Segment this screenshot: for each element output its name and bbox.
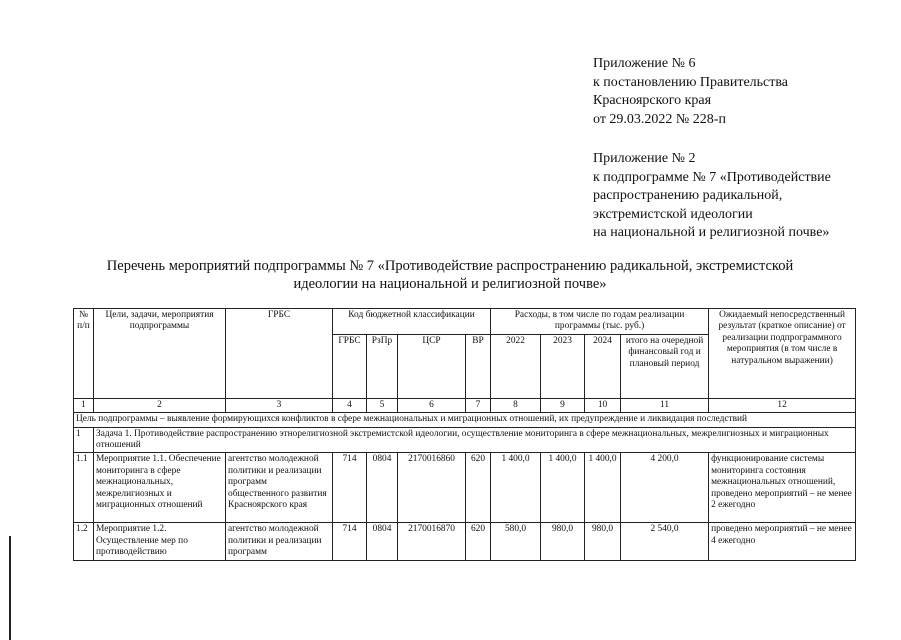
- col-header-2024: 2024: [585, 334, 621, 398]
- row-measure: Мероприятие 1.2. Осуществление мер по противодействию: [94, 523, 226, 560]
- column-number: 10: [585, 398, 621, 412]
- title-line: идеологии на национальной и религиозной почве»: [293, 276, 607, 292]
- table-row: [74, 523, 856, 560]
- appendix-line: распространению радикальной,: [593, 188, 783, 203]
- row-measure: Мероприятие 1.1. Обеспечение мониторинга в сфере межнациональных, межрелигиозных и миграционных отношений: [94, 453, 226, 523]
- appendix-line: к постановлению Правительства: [593, 74, 789, 90]
- goal-text: Цель подпрограммы – выявление формирующихся конфликтов в сфере межнациональных и миграционных отношений, их предупреждение и ликвидация последствий: [74, 413, 856, 427]
- measures-table: [73, 308, 856, 561]
- col-header-vr: ВР: [466, 334, 491, 398]
- col-header-result: Ожидаемый непосредственный результат (краткое описание) от реализации подпрограммного мероприятия (в том числе в натуральном выражении): [709, 309, 856, 399]
- appendix-line: от 29.03.2022 № 228-п: [593, 111, 726, 127]
- appendix-line: Приложение № 6: [593, 56, 696, 71]
- row-grbs-name: агентство молодежной политики и реализации программ: [226, 523, 333, 560]
- row-2022: 1 400,0: [491, 453, 541, 523]
- row-csr: 2170016870: [398, 523, 466, 560]
- row-total: 4 200,0: [621, 453, 709, 523]
- task-num: 1: [74, 427, 94, 453]
- row-grbs-code: 714: [333, 523, 367, 560]
- appendix-line: на национальной и религиозной почве»: [593, 225, 830, 240]
- col-header-budget-code: Код бюджетной классификации: [333, 309, 491, 335]
- column-numbers-row: [74, 398, 856, 412]
- appendix-line: Красноярского края: [593, 93, 712, 108]
- task-row: [74, 427, 856, 453]
- column-number: 6: [398, 398, 466, 412]
- column-number: 5: [367, 398, 398, 412]
- col-header-grbs: ГРБС: [226, 309, 333, 399]
- row-vr: 620: [466, 453, 491, 523]
- row-rzpr: 0804: [367, 523, 398, 560]
- column-number: 7: [466, 398, 491, 412]
- column-number: 4: [333, 398, 367, 412]
- row-grbs-code: 714: [333, 453, 367, 523]
- row-2022: 580,0: [491, 523, 541, 560]
- scan-edge-mark: [9, 536, 11, 640]
- document-title: [60, 257, 840, 293]
- appendix-line: экстремистской идеологии: [593, 206, 753, 222]
- row-total: 2 540,0: [621, 523, 709, 560]
- column-number: 3: [226, 398, 333, 412]
- col-header-2022: 2022: [491, 334, 541, 398]
- row-rzpr: 0804: [367, 453, 398, 523]
- row-vr: 620: [466, 523, 491, 560]
- col-header-expenses: Расходы, в том числе по годам реализации программы (тыс. руб.): [491, 309, 709, 335]
- column-number: 12: [709, 398, 856, 412]
- task-text: Задача 1. Противодействие распространению этнорелигиозной экстремистской идеологии, осуществление мониторинга в сфере межнациональных, межрелигиозных и миграционных отношений: [94, 427, 856, 453]
- row-result: проведено мероприятий – не менее 4 ежегодно: [709, 523, 856, 560]
- column-number: 8: [491, 398, 541, 412]
- appendix-header: [593, 55, 831, 243]
- appendix-line: Приложение № 2: [593, 151, 696, 166]
- row-2023: 1 400,0: [541, 453, 585, 523]
- col-header-grbs-code: ГРБС: [333, 334, 367, 398]
- row-2023: 980,0: [541, 523, 585, 560]
- col-header-2023: 2023: [541, 334, 585, 398]
- goal-row: [74, 413, 856, 427]
- appendix-line: к подпрограмме № 7 «Противодействие: [593, 169, 831, 185]
- row-2024: 980,0: [585, 523, 621, 560]
- col-header-goals: Цели, задачи, мероприятия подпрограммы: [94, 309, 226, 399]
- row-csr: 2170016860: [398, 453, 466, 523]
- row-num: 1.2: [74, 523, 94, 560]
- column-number: 1: [74, 398, 94, 412]
- column-number: 2: [94, 398, 226, 412]
- table-row: [74, 453, 856, 523]
- row-num: 1.1: [74, 453, 94, 523]
- row-result: функционирование системы мониторинга состояния межнациональных отношений, проведено мероприятий – не менее 2 ежегодно: [709, 453, 856, 523]
- row-2024: 1 400,0: [585, 453, 621, 523]
- col-header-csr: ЦСР: [398, 334, 466, 398]
- column-number: 9: [541, 398, 585, 412]
- title-line: Перечень мероприятий подпрограммы № 7 «Противодействие распространению радикальной, экстремистской: [106, 258, 794, 274]
- column-number: 11: [621, 398, 709, 412]
- col-header-total: итого на очередной финансовый год и плановый период: [621, 334, 709, 398]
- col-header-num: № п/п: [74, 309, 94, 399]
- row-grbs-name: агентство молодежной политики и реализации программ общественного развития Красноярского края: [226, 453, 333, 523]
- col-header-rzpr: РзПр: [367, 334, 398, 398]
